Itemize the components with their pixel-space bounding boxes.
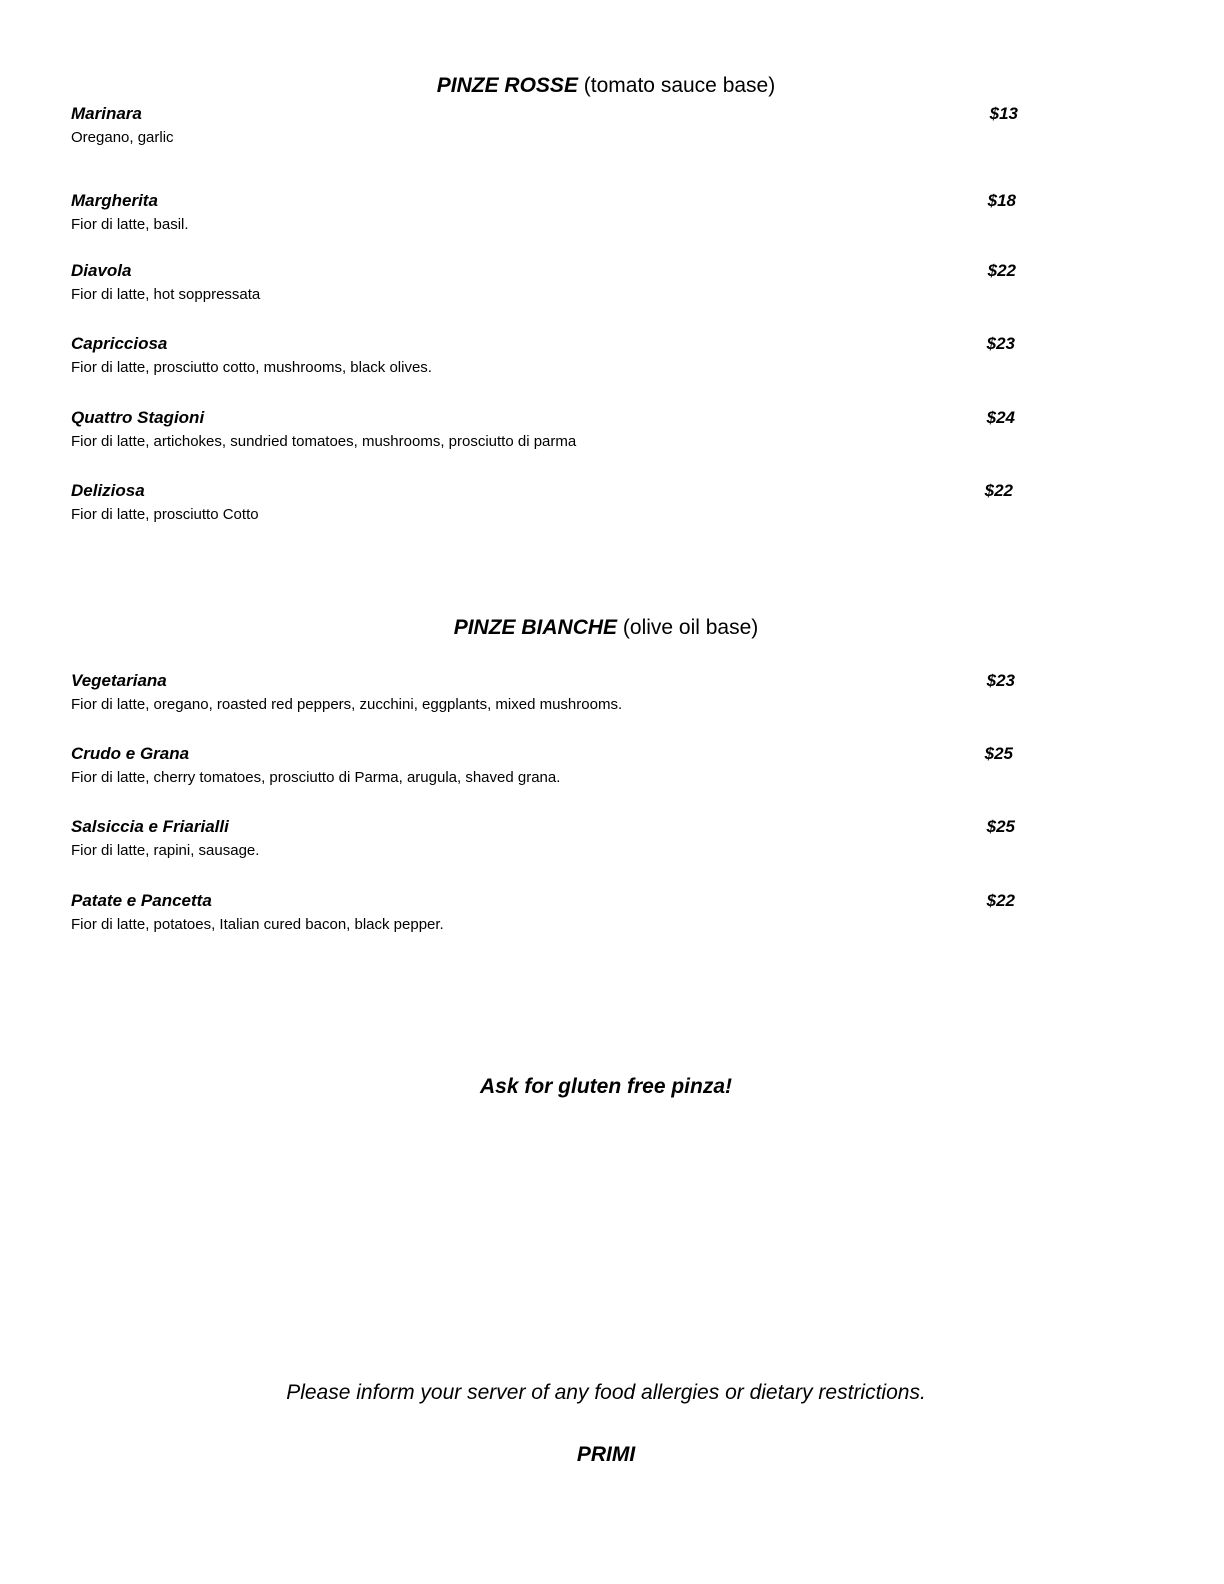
- menu-item-name: Deliziosa: [71, 481, 145, 500]
- menu-item-margherita: [71, 190, 1031, 240]
- menu-item-description: Fior di latte, potatoes, Italian cured bacon, black pepper.: [71, 916, 444, 933]
- menu-item-name: Crudo e Grana: [71, 744, 190, 763]
- bianche-section-subtitle: (olive oil base): [622, 616, 759, 639]
- menu-item-description: Fior di latte, prosciutto Cotto: [71, 506, 259, 523]
- menu-item-name: Diavola: [71, 261, 132, 280]
- menu-item-description: Fior di latte, basil.: [71, 216, 189, 233]
- menu-item-description: Fior di latte, artichokes, sundried tomatoes, mushrooms, prosciutto di parma: [71, 433, 577, 450]
- menu-item-capricciosa: [71, 333, 1031, 383]
- menu-item-price: $18: [987, 191, 1016, 210]
- gluten-free-note: Ask for gluten free pinza!: [479, 1075, 733, 1098]
- menu-item-price: $24: [986, 408, 1015, 427]
- menu-item-diavola: [71, 260, 1031, 310]
- menu-item-price: $22: [987, 261, 1016, 280]
- menu-item-description: Fior di latte, oregano, roasted red peppers, zucchini, eggplants, mixed mushrooms.: [71, 696, 623, 713]
- allergy-note: Please inform your server of any food allergies or dietary restrictions.: [286, 1381, 926, 1404]
- menu-item-price: $25: [986, 817, 1015, 836]
- bianche-section-title: PINZE BIANCHE: [453, 616, 618, 639]
- rosse-section-heading: [0, 73, 1212, 99]
- menu-item-price: $23: [986, 671, 1015, 690]
- menu-item-price: $22: [986, 891, 1015, 910]
- menu-item-price: $23: [986, 334, 1015, 353]
- menu-item-description: Oregano, garlic: [71, 129, 174, 146]
- menu-item-price: $22: [984, 481, 1013, 500]
- menu-item-patate-e-pancetta: [71, 890, 1031, 940]
- menu-item-marinara: [71, 103, 1031, 153]
- menu-item-name: Salsiccia e Friarialli: [71, 817, 229, 836]
- rosse-section-subtitle: (tomato sauce base): [583, 74, 776, 97]
- menu-item-price: $25: [984, 744, 1013, 763]
- primi-section-heading: PRIMI: [576, 1443, 636, 1466]
- menu-item-crudo-e-grana: [71, 743, 1031, 793]
- menu-item-price: $13: [989, 104, 1018, 123]
- menu-item-quattro-stagioni: [71, 407, 1031, 457]
- bianche-section-heading: [0, 615, 1212, 641]
- menu-item-name: Patate e Pancetta: [71, 891, 212, 910]
- menu-item-deliziosa: [71, 480, 1031, 530]
- menu-item-description: Fior di latte, prosciutto cotto, mushrooms, black olives.: [71, 359, 432, 376]
- menu-item-description: Fior di latte, hot soppressata: [71, 286, 261, 303]
- menu-item-name: Capricciosa: [71, 334, 168, 353]
- rosse-section-title: PINZE ROSSE: [436, 74, 578, 97]
- menu-item-salsiccia-e-friarialli: [71, 816, 1031, 866]
- menu-item-name: Marinara: [71, 104, 142, 123]
- menu-item-name: Quattro Stagioni: [71, 408, 205, 427]
- menu-item-name: Margherita: [71, 191, 158, 210]
- menu-item-description: Fior di latte, cherry tomatoes, prosciutto di Parma, arugula, shaved grana.: [71, 769, 561, 786]
- menu-item-description: Fior di latte, rapini, sausage.: [71, 842, 260, 859]
- menu-item-name: Vegetariana: [71, 671, 167, 690]
- menu-item-vegetariana: [71, 670, 1031, 720]
